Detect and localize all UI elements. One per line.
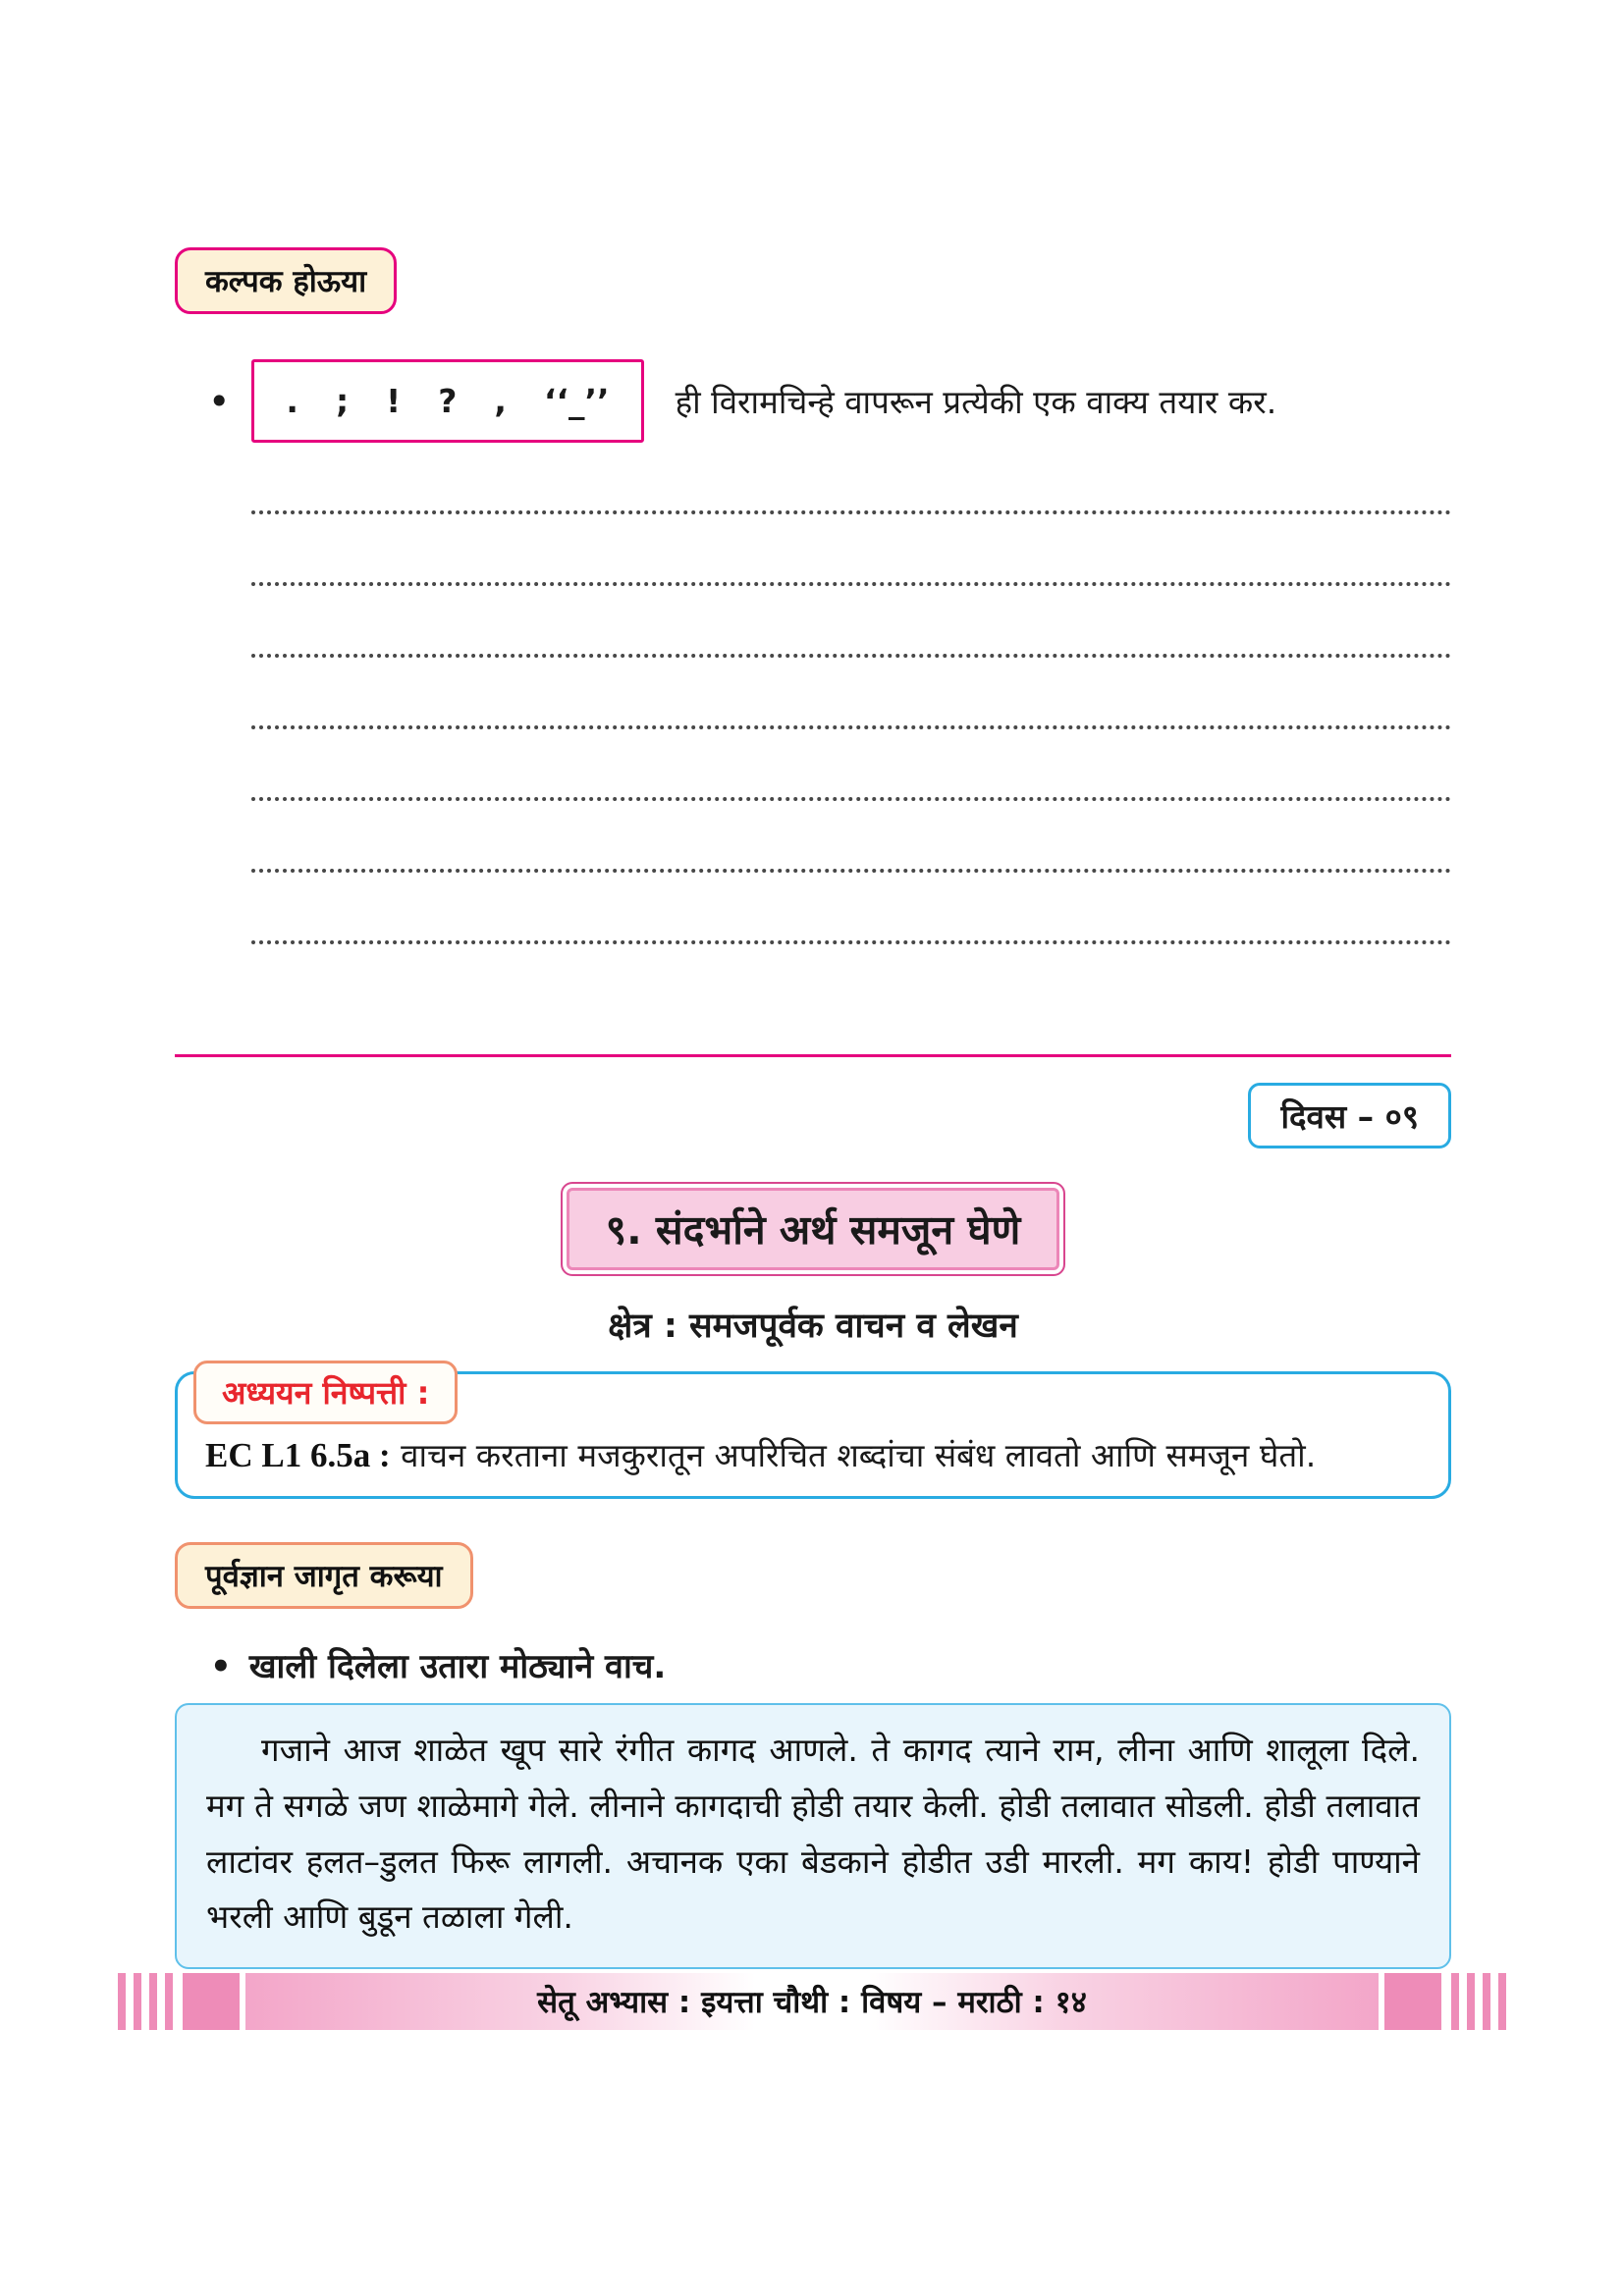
prior-knowledge-badge (175, 1542, 473, 1609)
creative-activity-label: कल्पक होऊया (205, 264, 367, 299)
footer-text: सेतू अभ्यास : इयत्ता चौथी : विषय – मराठी : १४ (537, 1985, 1087, 2020)
punctuation-mark: ? (438, 382, 458, 420)
outcome-code: EC L1 6.5a : (205, 1436, 391, 1474)
footer-stripe (149, 1973, 157, 2030)
list-bullet: • (208, 379, 231, 423)
punctuation-mark: , (494, 382, 507, 420)
footer-stripe (1498, 1973, 1506, 2030)
footer-stripe (118, 1973, 126, 2030)
punctuation-mark: ‘‘_’’ (543, 382, 610, 420)
footer-stripe (134, 1973, 141, 2030)
reading-passage-text: गजाने आज शाळेत खूप सारे रंगीत कागद आणले. ते कागद त्याने राम, लीना आणि शालूला दिले. मग ते सगळे जण शाळेमागे गेले. लीनाने कागदाची होडी तयार केली. होडी तलावात सोडली. होडी तलावात लाटांवर हलत–डुलत फिरू लागली. अचानक एका बेडकाने होडीत उडी मारली. मग काय! होडी पाण्याने भरली आणि बुडून तळाला गेली. (206, 1731, 1420, 1937)
footer-stripe (165, 1973, 173, 2030)
footer-stripes-left (118, 1973, 173, 2030)
answer-line (251, 586, 1451, 658)
footer-bar (245, 1973, 1379, 2030)
lesson-title: ९. संदर्भाने अर्थ समजून घेणे (605, 1206, 1021, 1254)
list-bullet: • (210, 1647, 232, 1686)
page-footer (118, 1973, 1506, 2030)
learning-outcome-text (205, 1432, 1421, 1476)
answer-lines (251, 443, 1451, 944)
outcome-description: वाचन करताना मजकुरातून अपरिचित शब्दांचा संबंध लावतो आणि समजून घेतो. (401, 1436, 1317, 1474)
footer-stripe (1451, 1973, 1459, 2030)
answer-line (251, 801, 1451, 873)
read-instruction-text: खाली दिलेला उतारा मोठ्याने वाच. (248, 1647, 667, 1686)
section-separator-line (175, 1054, 1451, 1057)
day-badge: दिवस – ०९ (1248, 1083, 1451, 1148)
punctuation-mark: . (286, 382, 298, 420)
footer-stripe (1483, 1973, 1490, 2030)
footer-block-right (1384, 1973, 1441, 2030)
learning-outcome-box (175, 1371, 1451, 1499)
lesson-title-box (561, 1182, 1065, 1276)
answer-line (251, 514, 1451, 586)
answer-line (251, 443, 1451, 514)
prior-knowledge-label: पूर्वज्ञान जागृत करूया (205, 1559, 443, 1594)
punctuation-mark: ; (335, 382, 350, 420)
footer-stripes-right (1451, 1973, 1506, 2030)
footer-block-left (183, 1973, 240, 2030)
punctuation-exercise-row (175, 359, 1451, 443)
reading-passage-box (175, 1703, 1451, 1969)
answer-line (251, 873, 1451, 944)
punctuation-box (251, 359, 643, 443)
creative-activity-badge (175, 247, 397, 314)
read-instruction-row (175, 1642, 1451, 1687)
footer-stripe (1467, 1973, 1475, 2030)
page-content (175, 0, 1451, 1969)
answer-line (251, 658, 1451, 729)
punctuation-mark: ! (386, 382, 402, 420)
punctuation-instruction: ही विरामचिन्हे वापरून प्रत्येकी एक वाक्य तयार कर. (675, 383, 1277, 421)
lesson-subtitle: क्षेत्र : समजपूर्वक वाचन व लेखन (608, 1307, 1018, 1346)
answer-line (251, 729, 1451, 801)
learning-outcome-label: अध्ययन निष्पत्ती : (193, 1361, 458, 1424)
